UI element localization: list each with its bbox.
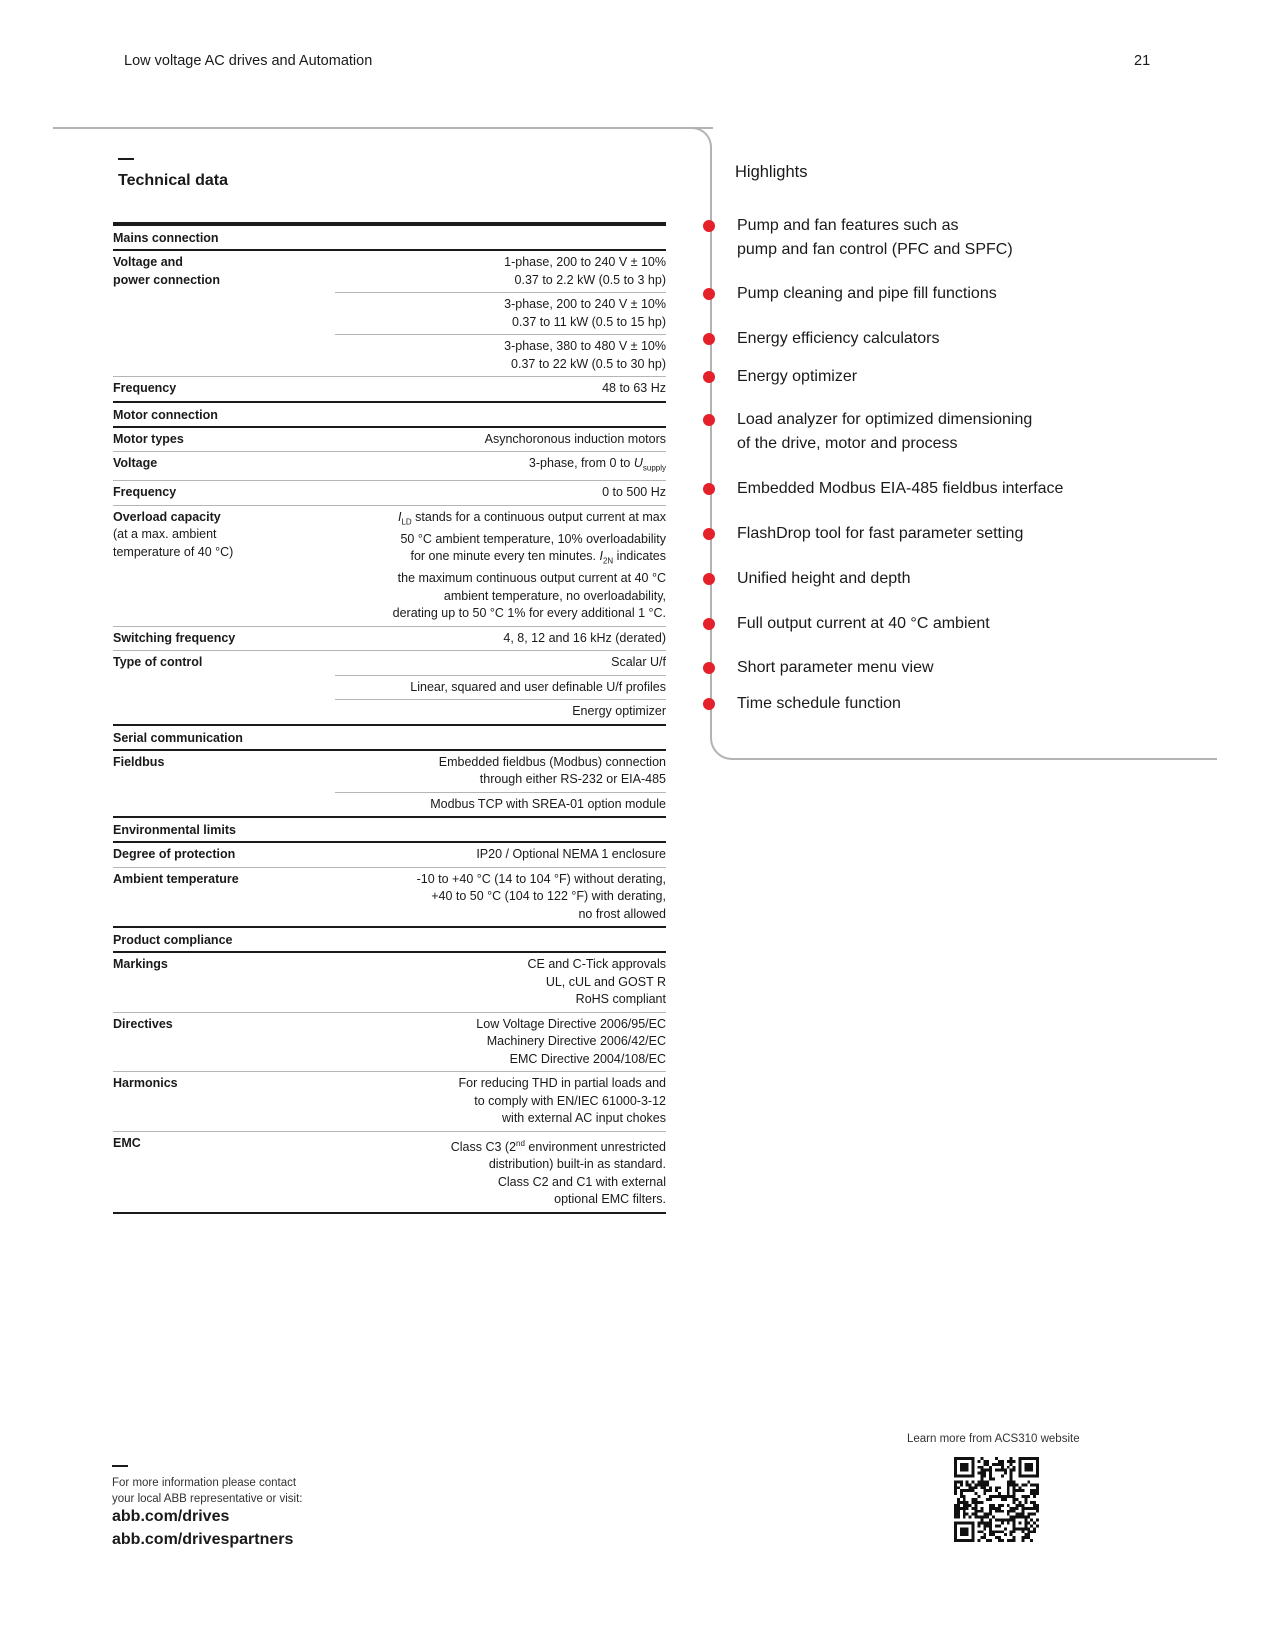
table-row — [113, 843, 666, 867]
table-row — [113, 651, 666, 724]
spec-value: -10 to +40 °C (14 to 104 °F) without derating, +40 to 50 °C (104 to 122 °F) with derating, no frost allowed — [416, 871, 666, 921]
table-row — [113, 481, 666, 505]
spec-label: Frequency — [113, 485, 177, 499]
highlight-item: Time schedule function — [737, 695, 901, 712]
spec-value: 3-phase, 200 to 240 V ± 10% 0.37 to 11 kW (0.5 to 15 hp) — [335, 292, 666, 334]
table-row — [113, 868, 666, 927]
spec-value: Embedded fieldbus (Modbus) connection through either RS-232 or EIA-485 — [438, 754, 666, 786]
highlight-bullet-icon — [703, 371, 715, 383]
table-row — [113, 1072, 666, 1131]
spec-value: 1-phase, 200 to 240 V ± 10% 0.37 to 2.2 kW (0.5 to 3 hp) — [504, 255, 666, 287]
footer-link-drives[interactable]: abb.com/drives — [112, 1508, 230, 1525]
spec-label: Switching frequency — [113, 630, 236, 645]
spec-label: Type of control — [113, 655, 203, 669]
spec-value: 3-phase, from 0 to $U_{supply}$ — [528, 456, 666, 473]
spec-label: Voltage — [113, 456, 158, 470]
spec-label: Degree of protection — [113, 847, 236, 861]
table-row — [113, 1013, 666, 1072]
spec-value: Modbus TCP with SREA-01 option module — [335, 792, 666, 817]
spec-table — [113, 222, 666, 1214]
highlight-item: Unified height and depth — [737, 570, 911, 587]
table-row — [113, 1132, 666, 1212]
spec-value: For reducing THD in partial loads and to comply with EN/IEC 61000-3-12 with external AC input chokes — [458, 1076, 666, 1125]
highlight-bullet-icon — [703, 414, 715, 426]
highlight-item: Load analyzer for optimized dimensioning of the drive, motor and process — [737, 411, 1033, 452]
highlight-bullet-icon — [703, 483, 715, 495]
table-row — [113, 377, 666, 401]
highlight-bullet-icon — [703, 333, 715, 345]
page-number: 21 — [1134, 53, 1151, 69]
highlight-bullet-icon — [703, 618, 715, 630]
highlight-item: FlashDrop tool for fast parameter setting — [737, 525, 1024, 542]
spec-label: Ambient temperature — [113, 871, 239, 886]
spec-label: Markings — [113, 957, 168, 971]
footer-dash — [112, 1465, 128, 1467]
highlight-item: Pump cleaning and pipe fill functions — [737, 285, 997, 302]
frame-top-line — [53, 127, 713, 129]
technical-data-title: Technical data — [118, 172, 228, 189]
highlight-bullet-icon — [703, 698, 715, 710]
spec-value: 0 to 500 Hz — [602, 485, 666, 499]
spec-value: CE and C-Tick approvals UL, cUL and GOST R RoHS compliant — [527, 957, 666, 1006]
table-row — [113, 506, 666, 626]
frame-corner-bottom — [710, 736, 732, 760]
spec-value: 4, 8, 12 and 16 kHz (derated) — [503, 630, 666, 645]
table-bottom-rule — [113, 1212, 666, 1214]
spec-label: Overload capacity (at a max. ambient temperature of 40 °C) — [113, 509, 234, 559]
highlight-bullet-icon — [703, 573, 715, 585]
spec-label: Harmonics — [113, 1076, 178, 1090]
highlight-item: Energy optimizer — [737, 368, 858, 385]
spec-value: $I_{LD}$ stands for a continuous output current at max 50 °C ambient temperature, 10% overloadability for one minute every ten minutes. $I_{2N}$ indicates the maximum continuous output current at 40 °C ambient temperature, no overloadability, derating up to 50 °C 1% for every additional 1 °C. — [392, 509, 666, 620]
spec-label: Motor types — [113, 431, 184, 446]
section-label: Motor connection — [113, 407, 218, 422]
frame-bottom-line — [730, 758, 1217, 760]
table-row — [113, 251, 666, 376]
highlight-bullet-icon — [703, 288, 715, 300]
section-label: Mains connection — [113, 231, 219, 245]
highlights-title: Highlights — [735, 163, 808, 181]
table-row — [113, 953, 666, 1012]
table-row — [113, 452, 666, 480]
qr-label: Learn more from ACS310 website — [907, 1433, 1080, 1445]
highlight-bullet-icon — [703, 662, 715, 674]
highlight-item: Full output current at 40 °C ambient — [737, 615, 990, 632]
table-row — [113, 751, 666, 817]
highlight-bullet-icon — [703, 220, 715, 232]
qr-code-icon[interactable] — [954, 1457, 1039, 1542]
spec-value: 3-phase, 380 to 480 V ± 10% 0.37 to 22 kW (0.5 to 30 hp) — [335, 334, 666, 376]
section-label: Serial communication — [113, 730, 243, 745]
spec-value: Scalar U/f — [611, 655, 666, 669]
spec-value: 48 to 63 Hz — [602, 381, 666, 395]
spec-label: Voltage and power connection — [113, 255, 220, 287]
table-row — [113, 627, 666, 651]
frame-vertical-line — [710, 145, 712, 737]
section-label: Environmental limits — [113, 823, 236, 837]
spec-label: Frequency — [113, 381, 177, 395]
spec-value: IP20 / Optional NEMA 1 enclosure — [476, 847, 666, 861]
spec-value: Energy optimizer — [335, 699, 666, 724]
spec-value: Asynchoronous induction motors — [484, 431, 666, 446]
frame-corner-top — [692, 127, 712, 147]
spec-label: EMC — [113, 1135, 141, 1150]
highlight-item: Energy efficiency calculators — [737, 330, 940, 347]
section-dash — [118, 158, 134, 160]
spec-value: Low Voltage Directive 2006/95/EC Machinery Directive 2006/42/EC EMC Directive 2004/108/EC — [476, 1016, 666, 1066]
highlight-item: Short parameter menu view — [737, 659, 934, 676]
highlight-item: Pump and fan features such as pump and fan control (PFC and SPFC) — [737, 217, 1013, 258]
table-row — [113, 428, 666, 452]
spec-value: Linear, squared and user definable U/f profiles — [335, 675, 666, 700]
footer-contact-text: For more information please contact your local ABB representative or visit: — [112, 1477, 303, 1505]
section-label: Product compliance — [113, 933, 233, 947]
highlight-bullet-icon — [703, 528, 715, 540]
highlight-item: Embedded Modbus EIA-485 fieldbus interface — [737, 480, 1064, 497]
spec-value: Class C3 (2nd environment unrestricted distribution) built-in as standard. Class C2 and C1 with external optional EMC filters. — [450, 1138, 666, 1207]
spec-label: Directives — [113, 1016, 173, 1031]
spec-label: Fieldbus — [113, 754, 165, 769]
footer-link-drivespartners[interactable]: abb.com/drivespartners — [112, 1531, 294, 1548]
page-header-title: Low voltage AC drives and Automation — [124, 53, 373, 69]
